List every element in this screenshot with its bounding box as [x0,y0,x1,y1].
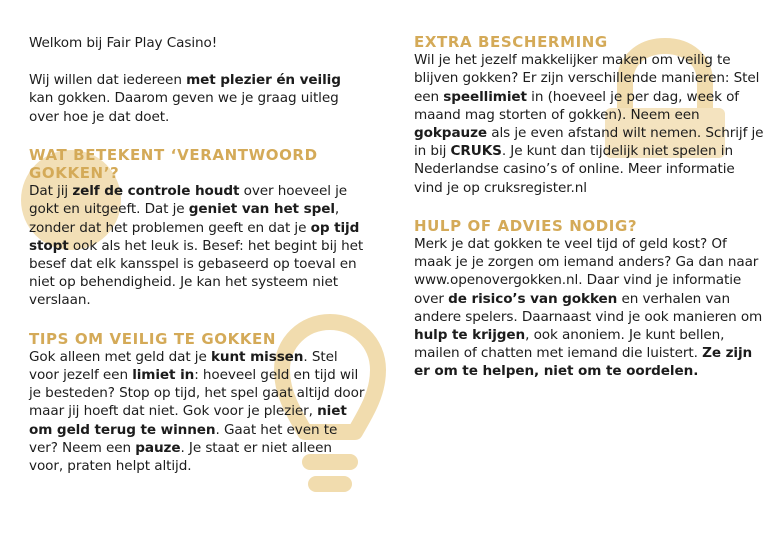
text-run: kan gokken. Daarom geven we je graag uitleg over hoe je dat doet. [29,90,339,125]
bold-run: met plezier én veilig [186,72,341,89]
bold-run: limiet in [132,367,195,384]
intro-paragraph [29,71,369,126]
extra-protection-heading: EXTRA BESCHERMING [414,33,608,51]
text-run: , ook anoniem. Je kunt bellen, mailen of chatten met iemand die luistert. [414,327,725,362]
text-run: : hoeveel geld en tijd wil je besteden? Stop op tijd, het spel gaat altijd door maar jij hoeft dat niet. Gok voor je plezier, [29,367,365,420]
text-run: . Je kunt dan tijdelijk niet spelen in Nederlandse casino’s of online. Meer informatie vind je op cruksregister.nl [414,143,735,196]
bold-run: zelf de controle houdt [72,183,240,200]
bold-run: kunt missen [210,348,304,365]
text-run: Merk je dat gokken te veel tijd of geld kost? Of maak je je zorgen om iemand anders? Ga dan naar www.openovergokken.nl. Daar vind je informatie over [414,236,759,307]
extra-protection-paragraph [414,51,764,197]
bold-run: speellimiet [443,88,527,105]
text-run: en verhalen van andere spelers. Daarnaast vind je ook manieren om [414,290,763,325]
text-run: . Stel voor jezelf een [29,348,338,384]
greeting-text: Welkom bij Fair Play Casino! [29,35,218,51]
responsible-gambling-paragraph [29,182,369,309]
text-run: Wil je het jezelf makkelijker maken om veilig te blijven gokken? Er zijn verschillende manieren: Stel een [414,52,760,105]
text-run: . Je staat er niet alleen voor, praten helpt altijd. [29,439,332,475]
help-advice-heading: HULP OF ADVIES NODIG? [414,216,638,235]
safety-tips-paragraph [29,348,369,475]
bold-run: de risico’s van gokken [448,290,618,307]
text-run: in (hoeveel je per dag, week of maand mag storten of gokken). Neem een [414,88,739,123]
bold-run: hulp te krijgen [414,327,526,344]
left-column [29,0,369,475]
text-run: . Gaat het even te ver? Neem een [29,421,338,456]
responsible-gambling-heading: WAT BETEKENT ‘VERANTWOORD GOKKEN’? [29,145,318,183]
help-advice-paragraph [414,235,764,381]
bold-run: pauze [135,439,181,456]
bold-run: op tijd stopt [29,219,360,254]
text-run: Wij willen dat iedereen [29,72,187,89]
text-run: Dat jij [29,183,73,200]
text-run: als je even afstand wilt nemen. Schrijf je in bij [414,125,764,160]
text-run: Gok alleen met geld dat je [29,348,211,365]
text-run: ook als het leuk is. Besef: het begint bij het besef dat elk kansspel is gebaseerd op toeval en niet op behendigheid. Je kan het systeem niet verslaan. [29,237,364,309]
right-column [414,0,764,381]
text-run: over hoeveel je gokt en uitgeeft. Dat je [29,183,348,218]
bold-run: CRUKS [450,143,502,160]
bold-run: Ze zijn er om te helpen, niet om te oordelen. [414,345,753,380]
safety-tips-heading: TIPS OM VEILIG TE GOKKEN [29,329,277,348]
text-run: , zonder dat het problemen geeft en dat je [29,201,340,236]
bold-run: niet om geld terug te winnen [29,403,347,438]
bold-run: geniet van het spel [188,201,335,218]
bold-run: gokpauze [414,125,488,142]
